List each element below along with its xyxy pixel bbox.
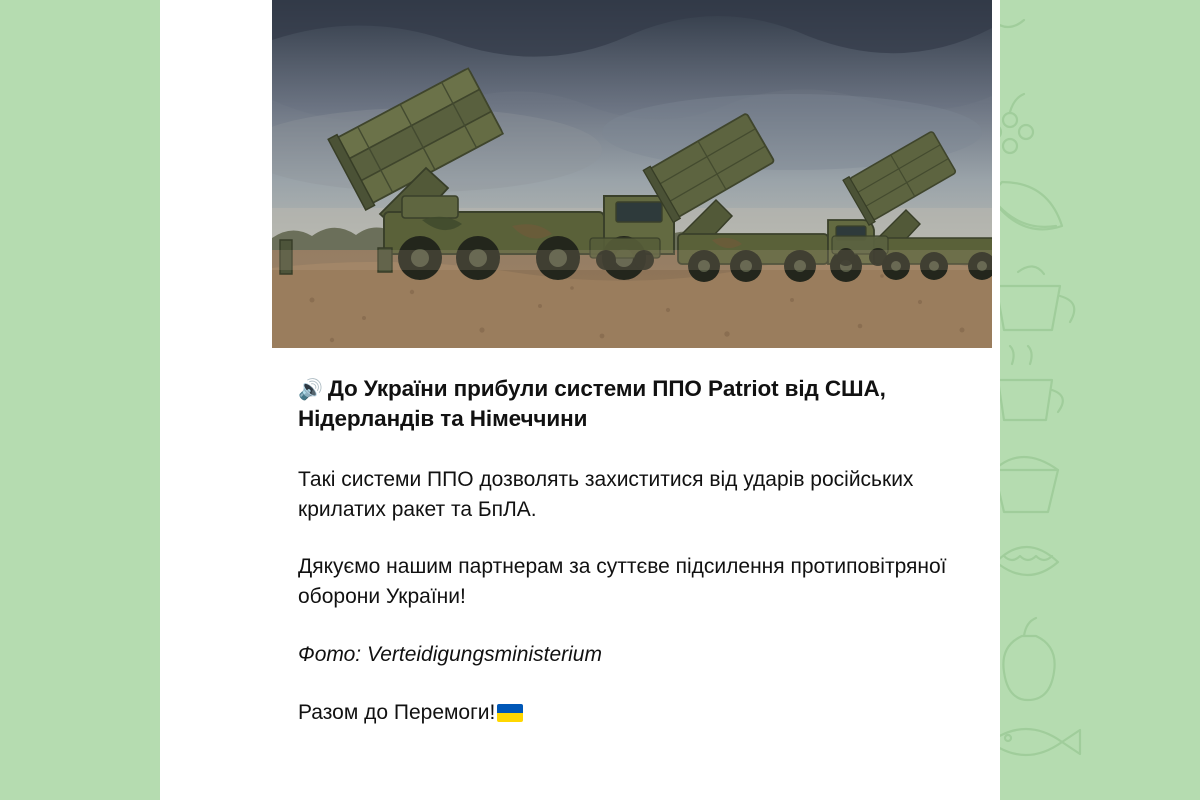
post-text-body — [272, 348, 992, 800]
left-margin — [160, 0, 272, 800]
post-closing-text: Разом до Перемоги! — [298, 700, 496, 724]
post-photo — [272, 0, 992, 348]
patriot-systems-illustration — [272, 0, 992, 348]
right-margin — [992, 0, 1000, 800]
post-closing-line — [298, 698, 966, 728]
post-photo-credit: Фото: Verteidigungsministerium — [298, 643, 602, 666]
ukraine-flag-icon — [497, 704, 523, 722]
post-headline-text: До України прибули системи ППО Patriot від США, Нідерландів та Німеччини — [298, 376, 886, 432]
post-card — [272, 0, 992, 800]
megaphone-icon: 🔊 — [298, 379, 323, 401]
post-headline — [298, 374, 966, 435]
doodle-pattern-icon — [1000, 0, 1200, 800]
post-paragraph-2: Дякуємо нашим партнерам за суттєве підсилення протиповітряної оборони України! — [298, 555, 947, 609]
post-paragraph-1: Такі системи ППО дозволять захиститися від ударів російських крилатих ракет та БпЛА. — [298, 467, 914, 521]
left-doodle-panel — [0, 0, 160, 800]
doodle-pattern-icon — [0, 0, 160, 800]
right-doodle-panel — [1000, 0, 1200, 800]
